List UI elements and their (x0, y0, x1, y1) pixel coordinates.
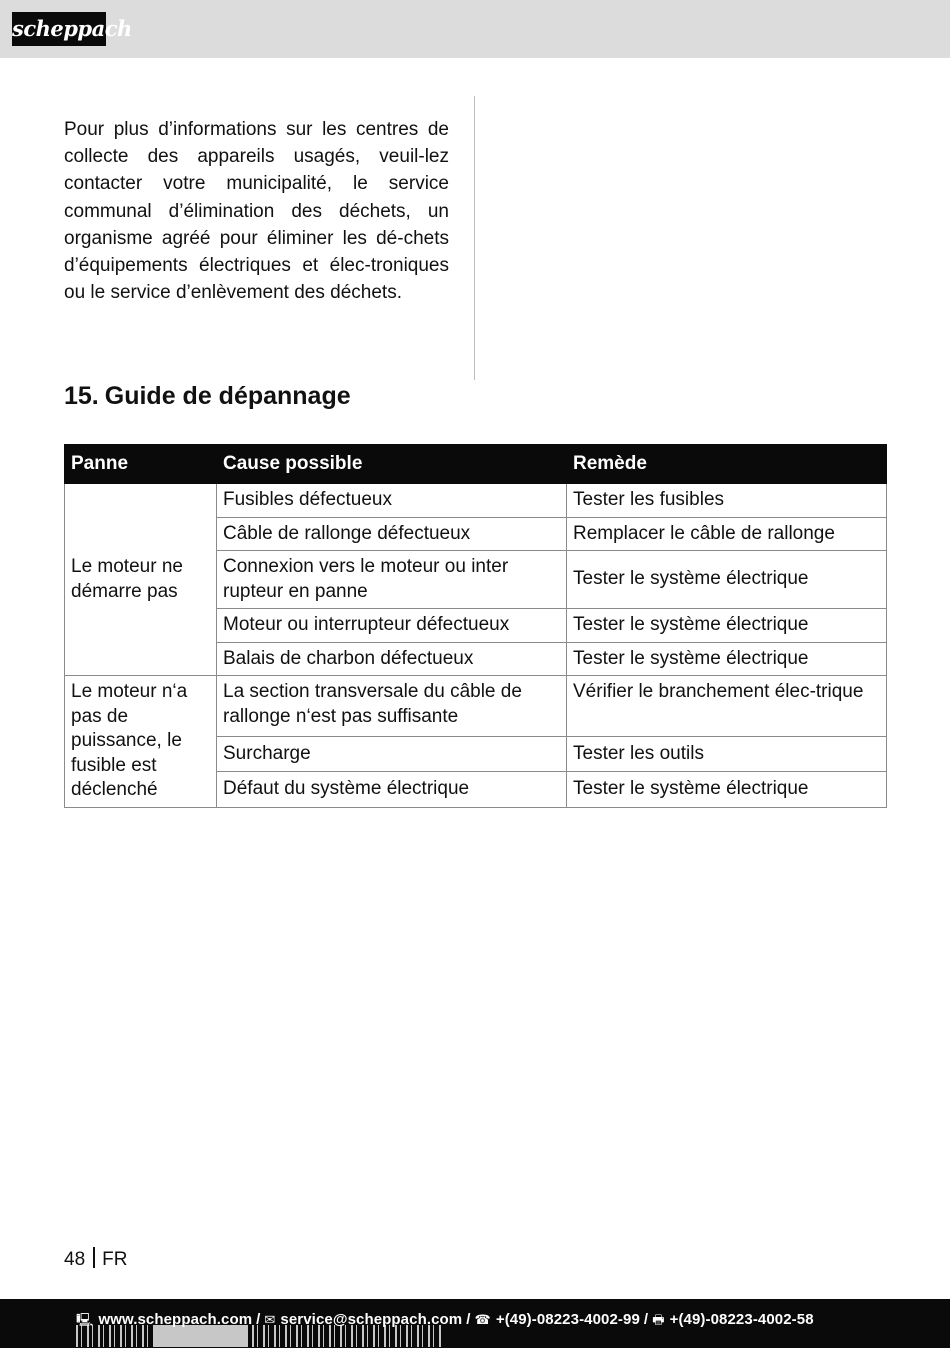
page-header (0, 0, 950, 58)
troubleshooting-table (64, 444, 887, 808)
table-row (65, 676, 887, 737)
header-cause: Cause possible (217, 445, 567, 484)
header-panne: Panne (65, 445, 217, 484)
remede-cell: Vérifier le branchement élec-trique (567, 676, 887, 737)
cause-cell: Câble de rallonge défectueux (217, 517, 567, 551)
scheppach-logo: scheppach (12, 12, 106, 46)
table-row (65, 484, 887, 518)
email-icon: ✉ (264, 1312, 276, 1327)
panne-cell: Le moteur n‘a pas de puissance, le fusible est déclenché (65, 676, 217, 808)
remede-cell: Tester le système électrique (567, 642, 887, 676)
remede-cell: Tester les fusibles (567, 484, 887, 518)
footer-phone: +(49)-08223-4002-99 (495, 1311, 640, 1328)
remede-cell: Tester le système électrique (567, 551, 887, 609)
page-number (64, 1247, 127, 1271)
fax-icon: 🖶 (652, 1312, 665, 1327)
page-language: FR (102, 1249, 128, 1270)
cause-cell: La section transversale du câble de rallonge n‘est pas suffisante (217, 676, 567, 737)
section-heading (64, 382, 351, 411)
cause-cell: Surcharge (217, 737, 567, 772)
intro-paragraph: Pour plus d’informations sur les centres de collecte des appareils usagés, veuil-lez contacter votre municipalité, le service communal d’élimination des déchets, un organisme agréé pour éliminer les dé-chets d’équipements électriques et élec-troniques ou le service d’enlèvement des déchets. (64, 119, 449, 304)
cause-cell: Moteur ou interrupteur défectueux (217, 609, 567, 643)
cause-cell: Connexion vers le moteur ou inter rupteur en panne (217, 551, 567, 609)
footer-email-link[interactable]: service@scheppach.com (280, 1311, 463, 1328)
phone-icon: ☎ (474, 1312, 491, 1327)
footer-contact (76, 1311, 814, 1333)
section-title: Guide de dépannage (104, 382, 351, 410)
computer-icon: 🖳 (76, 1312, 94, 1327)
footer-website-link[interactable]: www.scheppach.com (98, 1311, 253, 1328)
column-divider (474, 96, 475, 380)
table-header-row (65, 445, 887, 484)
footer-separator: / (466, 1311, 471, 1328)
panne-cell: Le moteur ne démarre pas (65, 484, 217, 676)
footer-separator: / (256, 1311, 261, 1328)
footer-fax: +(49)-08223-4002-58 (669, 1311, 814, 1328)
cause-cell: Fusibles défectueux (217, 484, 567, 518)
remede-cell: Remplacer le câble de rallonge (567, 517, 887, 551)
cause-cell: Balais de charbon défectueux (217, 642, 567, 676)
page-number-separator (93, 1247, 95, 1268)
cause-cell: Défaut du système électrique (217, 772, 567, 807)
remede-cell: Tester le système électrique (567, 772, 887, 807)
section-number: 15. (64, 382, 99, 410)
page-number-value: 48 (64, 1249, 86, 1270)
footer-separator: / (643, 1311, 649, 1328)
remede-cell: Tester le système électrique (567, 609, 887, 643)
header-remede: Remède (567, 445, 887, 484)
remede-cell: Tester les outils (567, 737, 887, 772)
